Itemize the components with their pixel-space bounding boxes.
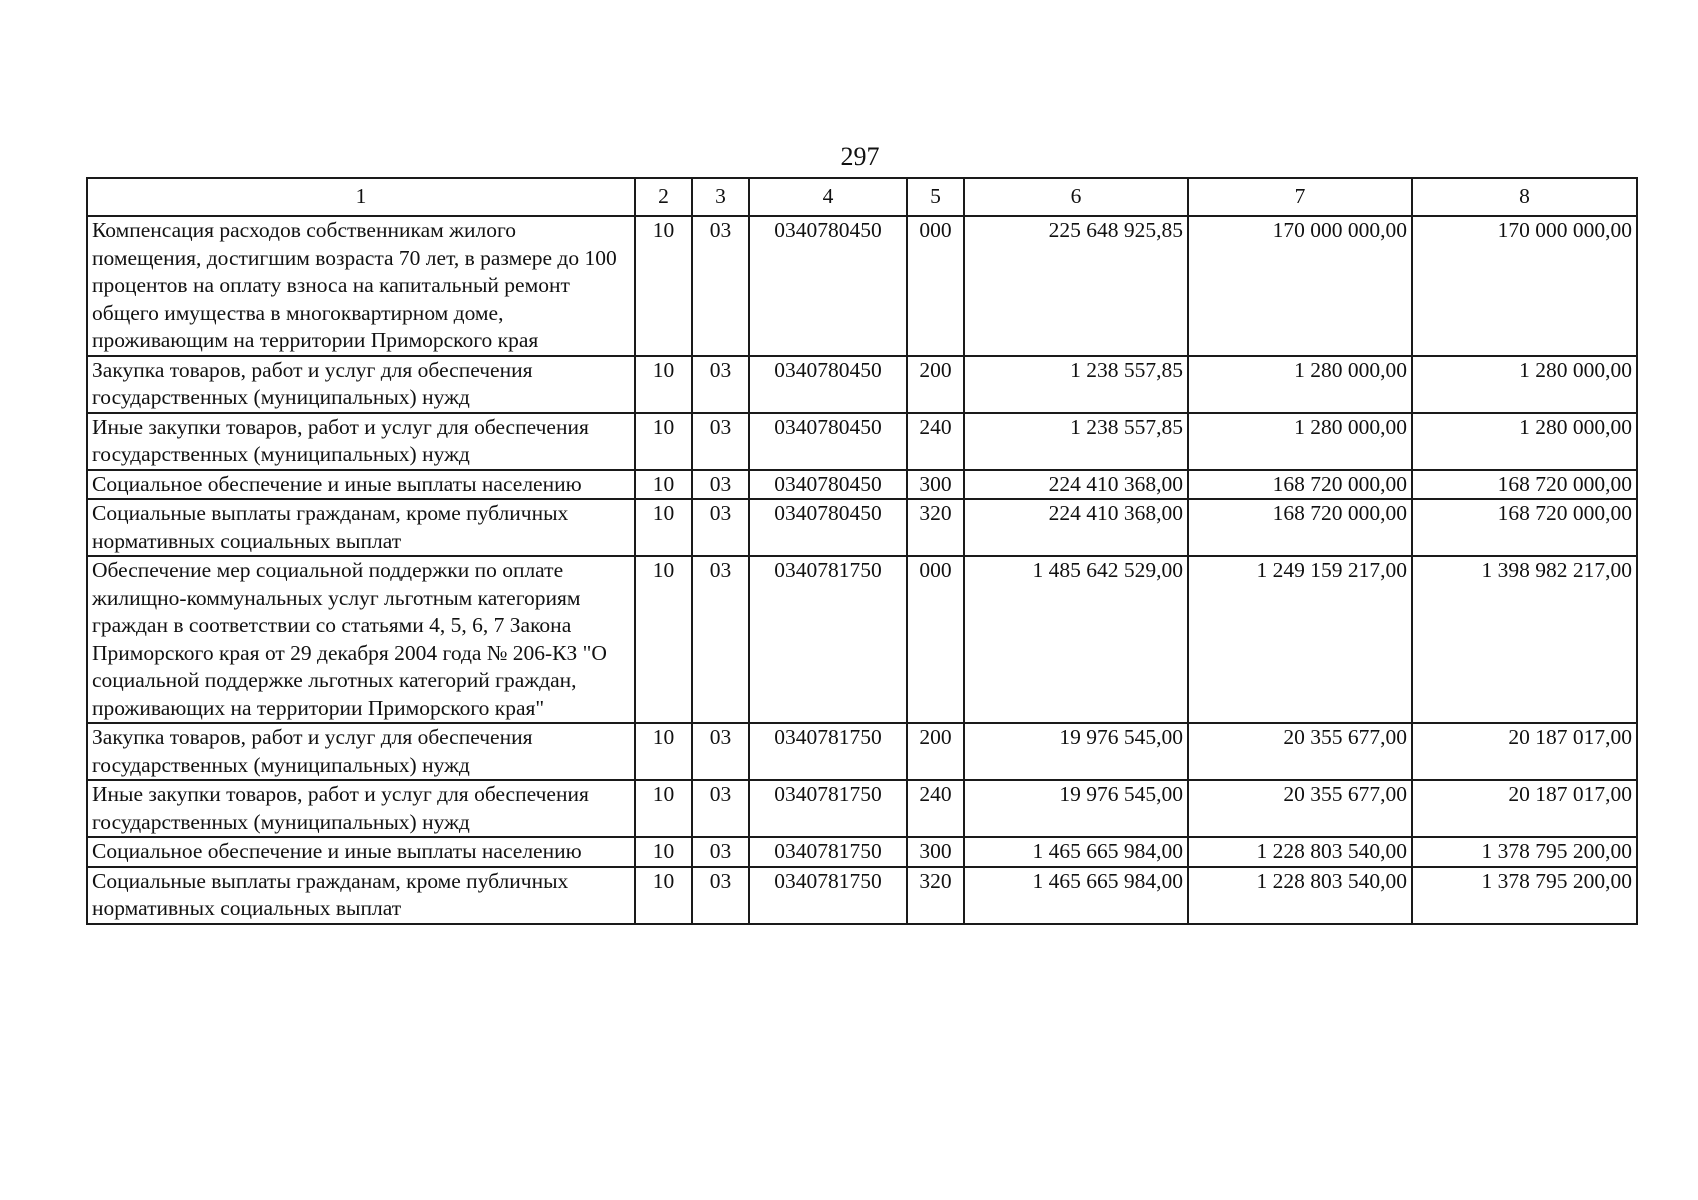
amount-col-7: 1 280 000,00	[1188, 356, 1412, 413]
target-article-code: 0340780450	[749, 216, 907, 356]
column-header-2: 2	[635, 178, 692, 216]
row-name: Обеспечение мер социальной поддержки по оплате жилищно-коммунальных услуг льготным категориям граждан в соответствии со статьями 4, 5, 6, 7 Закона Приморского края от 29 декабря 2004 года № 206-КЗ "О социальной поддержке льготных категорий граждан, проживающих на территории Приморского края"	[87, 556, 635, 723]
table-row	[87, 723, 1637, 780]
row-name: Компенсация расходов собственникам жилого помещения, достигшим возраста 70 лет, в размере до 100 процентов на оплату взноса на капитальный ремонт общего имущества в многоквартирном доме, проживающим на территории Приморского края	[87, 216, 635, 356]
amount-col-8: 1 378 795 200,00	[1412, 837, 1637, 867]
page-number: 297	[840, 142, 880, 171]
amount-col-6: 224 410 368,00	[964, 499, 1188, 556]
amount-col-6: 224 410 368,00	[964, 470, 1188, 500]
budget-table	[86, 177, 1638, 925]
column-header-7: 7	[1188, 178, 1412, 216]
expense-type-code: 000	[907, 556, 964, 723]
amount-col-7: 20 355 677,00	[1188, 780, 1412, 837]
section-code: 10	[635, 837, 692, 867]
column-header-8: 8	[1412, 178, 1637, 216]
expense-type-code: 000	[907, 216, 964, 356]
table-row	[87, 356, 1637, 413]
amount-col-8: 1 378 795 200,00	[1412, 867, 1637, 924]
amount-col-7: 1 228 803 540,00	[1188, 837, 1412, 867]
amount-col-8: 1 280 000,00	[1412, 413, 1637, 470]
row-name: Социальные выплаты гражданам, кроме публичных нормативных социальных выплат	[87, 867, 635, 924]
amount-col-8: 1 398 982 217,00	[1412, 556, 1637, 723]
expense-type-code: 200	[907, 723, 964, 780]
column-header-6: 6	[964, 178, 1188, 216]
subsection-code: 03	[692, 780, 749, 837]
table-row	[87, 413, 1637, 470]
subsection-code: 03	[692, 356, 749, 413]
expense-type-code: 300	[907, 470, 964, 500]
amount-col-7: 1 228 803 540,00	[1188, 867, 1412, 924]
amount-col-6: 1 238 557,85	[964, 413, 1188, 470]
amount-col-8: 20 187 017,00	[1412, 723, 1637, 780]
section-code: 10	[635, 867, 692, 924]
amount-col-6: 1 465 665 984,00	[964, 837, 1188, 867]
target-article-code: 0340780450	[749, 499, 907, 556]
amount-col-6: 1 238 557,85	[964, 356, 1188, 413]
subsection-code: 03	[692, 867, 749, 924]
amount-col-6: 19 976 545,00	[964, 723, 1188, 780]
amount-col-8: 1 280 000,00	[1412, 356, 1637, 413]
subsection-code: 03	[692, 413, 749, 470]
subsection-code: 03	[692, 216, 749, 356]
target-article-code: 0340781750	[749, 556, 907, 723]
amount-col-7: 168 720 000,00	[1188, 499, 1412, 556]
expense-type-code: 300	[907, 837, 964, 867]
row-name: Иные закупки товаров, работ и услуг для обеспечения государственных (муниципальных) нужд	[87, 780, 635, 837]
amount-col-6: 1 465 665 984,00	[964, 867, 1188, 924]
row-name: Иные закупки товаров, работ и услуг для обеспечения государственных (муниципальных) нужд	[87, 413, 635, 470]
target-article-code: 0340781750	[749, 837, 907, 867]
section-code: 10	[635, 356, 692, 413]
amount-col-6: 1 485 642 529,00	[964, 556, 1188, 723]
table-row	[87, 556, 1637, 723]
amount-col-8: 168 720 000,00	[1412, 470, 1637, 500]
header-row	[87, 178, 1637, 216]
section-code: 10	[635, 499, 692, 556]
target-article-code: 0340780450	[749, 470, 907, 500]
amount-col-8: 20 187 017,00	[1412, 780, 1637, 837]
section-code: 10	[635, 780, 692, 837]
section-code: 10	[635, 556, 692, 723]
row-name: Закупка товаров, работ и услуг для обеспечения государственных (муниципальных) нужд	[87, 723, 635, 780]
table-row	[87, 216, 1637, 356]
target-article-code: 0340780450	[749, 413, 907, 470]
row-name: Социальное обеспечение и иные выплаты населению	[87, 837, 635, 867]
column-header-3: 3	[692, 178, 749, 216]
target-article-code: 0340780450	[749, 356, 907, 413]
subsection-code: 03	[692, 470, 749, 500]
column-header-1: 1	[87, 178, 635, 216]
target-article-code: 0340781750	[749, 780, 907, 837]
target-article-code: 0340781750	[749, 867, 907, 924]
amount-col-7: 168 720 000,00	[1188, 470, 1412, 500]
table-row	[87, 867, 1637, 924]
section-code: 10	[635, 470, 692, 500]
section-code: 10	[635, 723, 692, 780]
subsection-code: 03	[692, 556, 749, 723]
subsection-code: 03	[692, 837, 749, 867]
amount-col-7: 1 280 000,00	[1188, 413, 1412, 470]
amount-col-7: 1 249 159 217,00	[1188, 556, 1412, 723]
amount-col-8: 168 720 000,00	[1412, 499, 1637, 556]
table-row	[87, 837, 1637, 867]
target-article-code: 0340781750	[749, 723, 907, 780]
expense-type-code: 240	[907, 413, 964, 470]
subsection-code: 03	[692, 499, 749, 556]
expense-type-code: 320	[907, 867, 964, 924]
column-header-4: 4	[749, 178, 907, 216]
table-row	[87, 470, 1637, 500]
expense-type-code: 240	[907, 780, 964, 837]
row-name: Социальные выплаты гражданам, кроме публичных нормативных социальных выплат	[87, 499, 635, 556]
expense-type-code: 320	[907, 499, 964, 556]
column-header-5: 5	[907, 178, 964, 216]
amount-col-6: 225 648 925,85	[964, 216, 1188, 356]
amount-col-6: 19 976 545,00	[964, 780, 1188, 837]
expense-type-code: 200	[907, 356, 964, 413]
table-row	[87, 780, 1637, 837]
section-code: 10	[635, 413, 692, 470]
amount-col-8: 170 000 000,00	[1412, 216, 1637, 356]
section-code: 10	[635, 216, 692, 356]
amount-col-7: 170 000 000,00	[1188, 216, 1412, 356]
row-name: Социальное обеспечение и иные выплаты населению	[87, 470, 635, 500]
subsection-code: 03	[692, 723, 749, 780]
row-name: Закупка товаров, работ и услуг для обеспечения государственных (муниципальных) нужд	[87, 356, 635, 413]
table-row	[87, 499, 1637, 556]
amount-col-7: 20 355 677,00	[1188, 723, 1412, 780]
